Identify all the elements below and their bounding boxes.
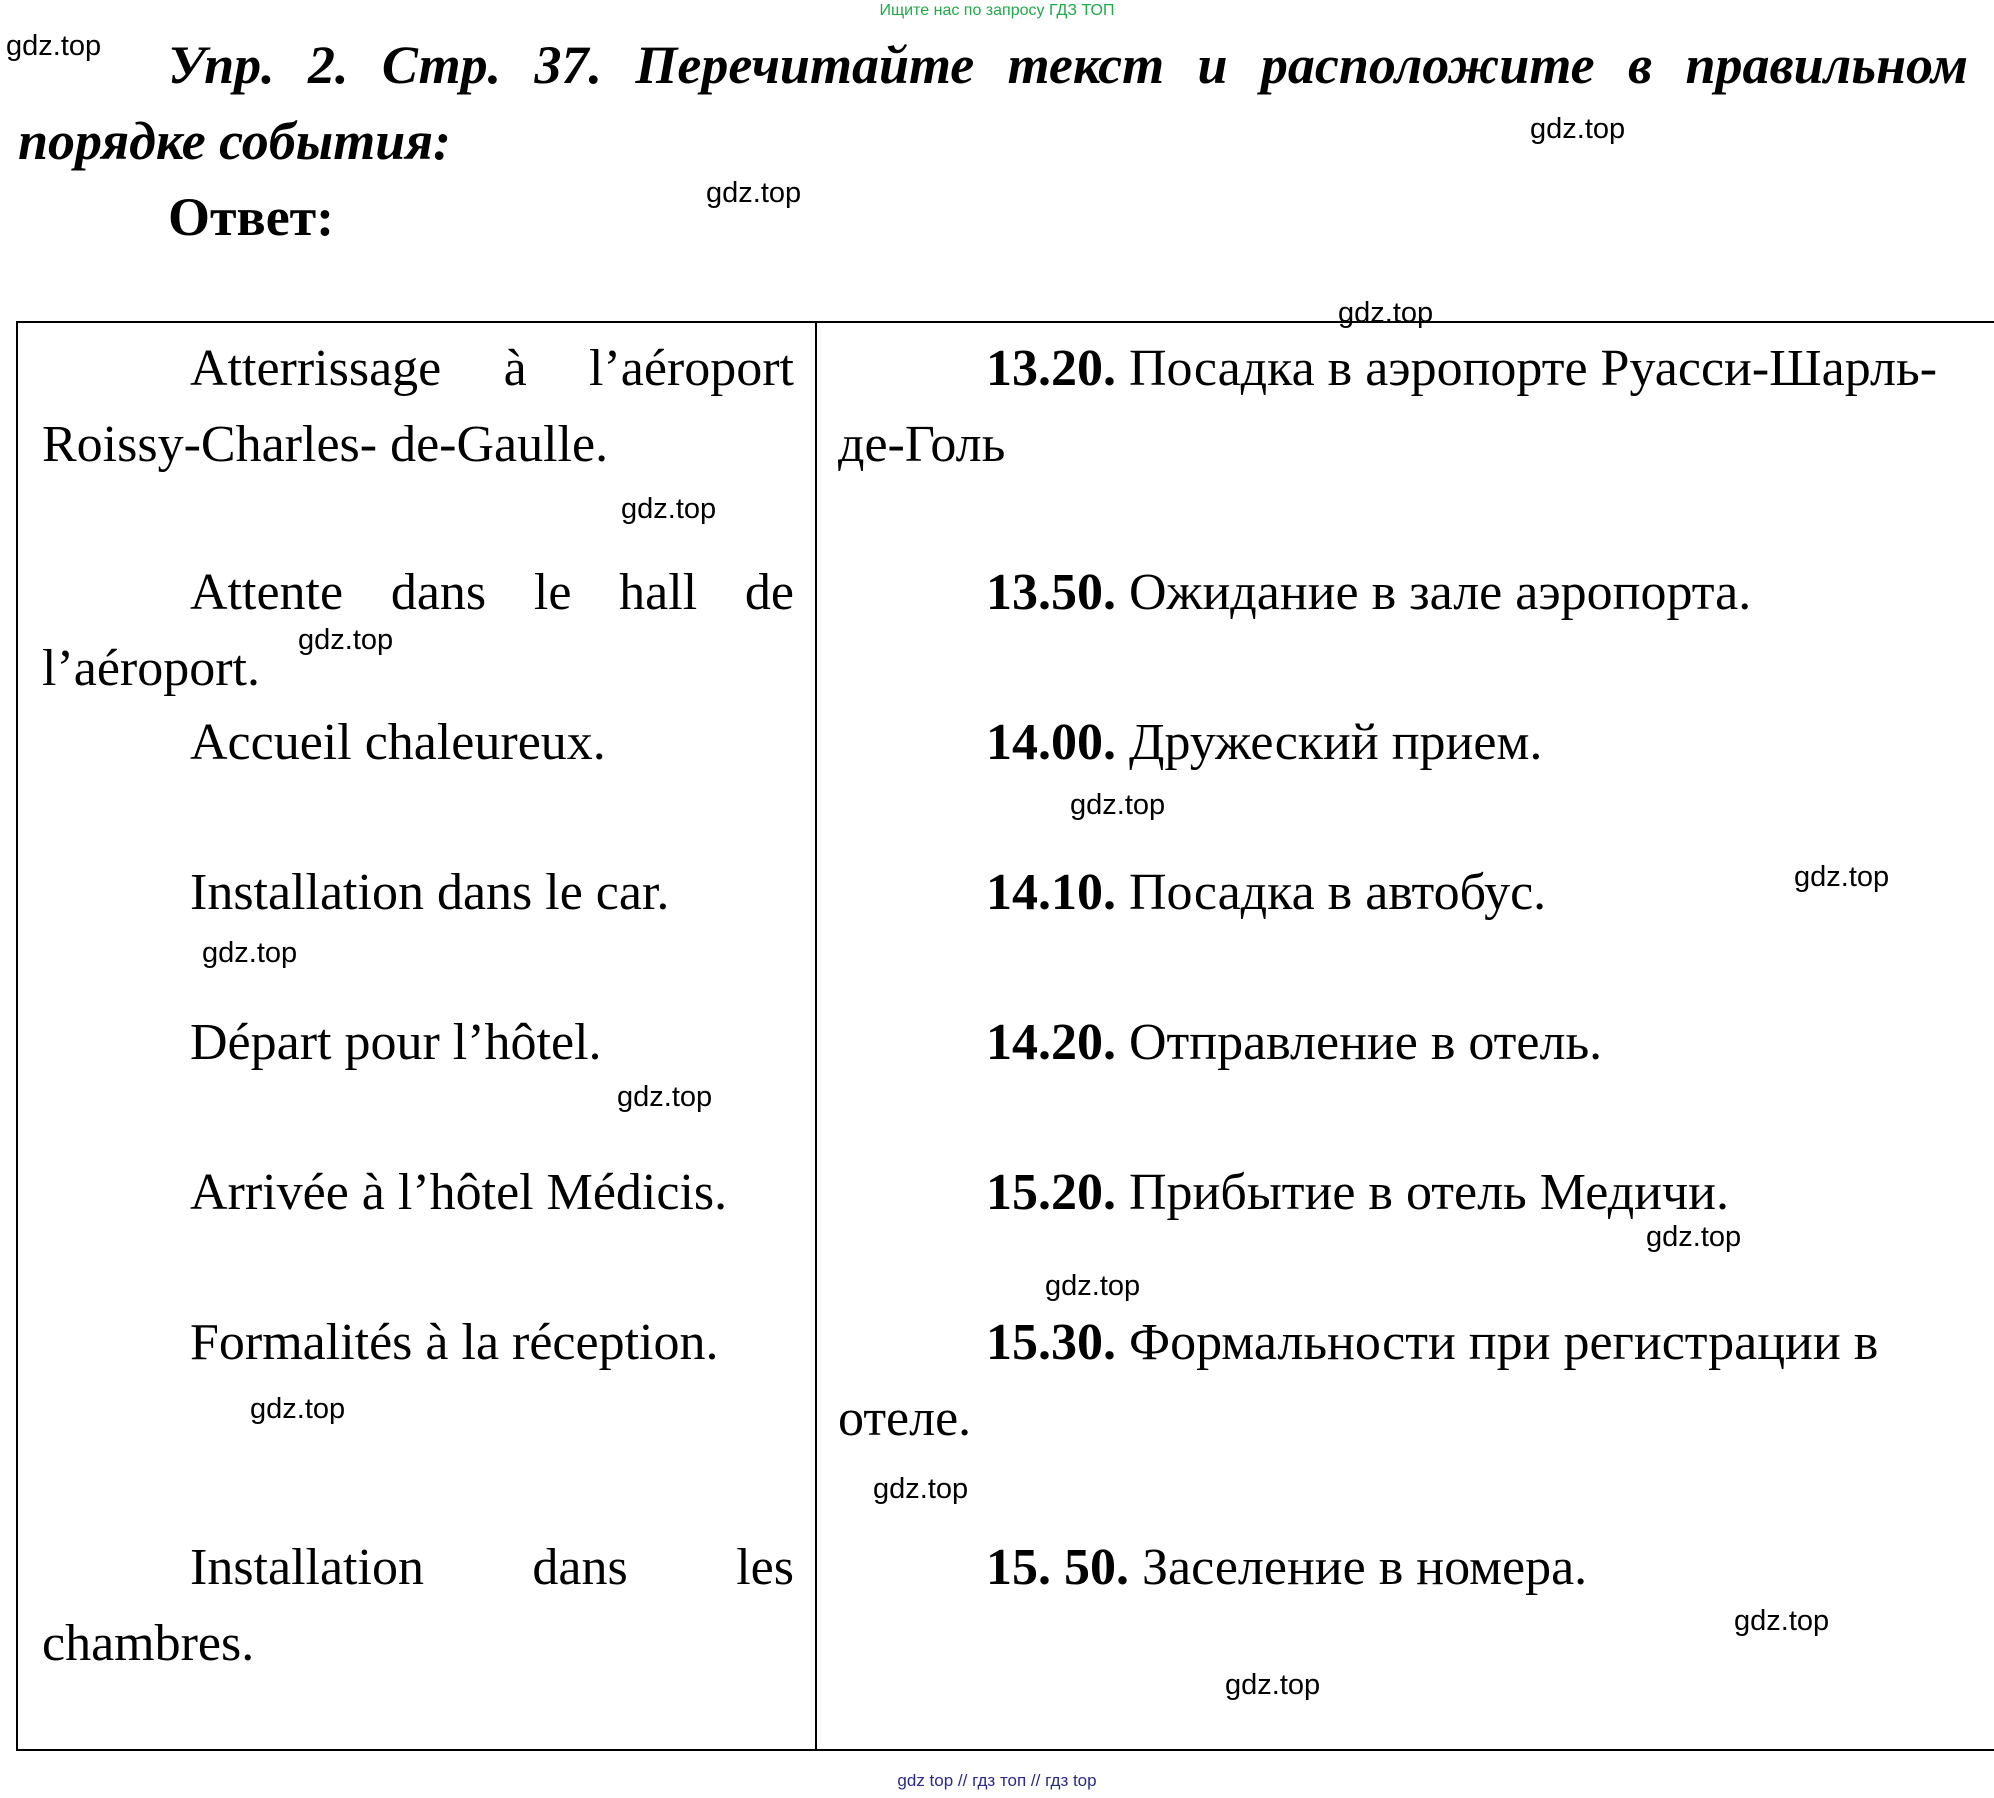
table-cell-ru	[838, 1005, 1958, 1081]
table-cell-fr: Accueil chaleureux.	[190, 714, 606, 771]
time-label: 14.10.	[986, 864, 1116, 921]
watermark: gdz.top	[202, 937, 298, 969]
table-cell-ru	[838, 1530, 1958, 1606]
watermark: gdz.top	[1794, 861, 1890, 893]
event-ru: Посадка в автобус.	[1129, 864, 1547, 921]
event-ru: Заселение в номера.	[1142, 1539, 1588, 1596]
column-divider	[815, 321, 817, 1751]
table-cell-ru	[838, 555, 1958, 631]
watermark: gdz.top	[1734, 1605, 1830, 1637]
table-cell-ru	[838, 705, 1958, 781]
time-label: 14.00.	[986, 714, 1116, 771]
time-label: 15.30.	[986, 1314, 1116, 1371]
event-ru: Дружеский прием.	[1129, 714, 1543, 771]
event-ru: Посадка в аэропорте Руасси-Шарль-де-Голь	[838, 340, 1938, 473]
watermark: gdz.top	[621, 493, 717, 525]
table-cell-ru	[838, 855, 1958, 931]
table-cell-fr: Arrivée à l’hôtel Médicis.	[190, 1164, 728, 1221]
time-label: 13.20.	[986, 340, 1116, 397]
watermark: gdz.top	[1530, 113, 1626, 145]
page-title-line2: порядке события:	[18, 111, 452, 171]
watermark: gdz.top	[617, 1081, 713, 1113]
watermark: gdz.top	[6, 30, 102, 62]
time-label: 15. 50.	[986, 1539, 1129, 1596]
table-cell-ru	[838, 331, 1958, 483]
table-cell-ru	[838, 1305, 1958, 1457]
event-ru: Прибытие в отель Медичи.	[1129, 1164, 1729, 1221]
table-cell-fr: Atterrissage à l’aéroport Roissy-Charles- de-Gaulle.	[42, 340, 794, 473]
watermark: gdz.top	[250, 1393, 346, 1425]
event-ru: Формальности при регистрации в отеле.	[838, 1314, 1879, 1447]
watermark: gdz.top	[1646, 1221, 1742, 1253]
watermark: gdz.top	[1225, 1669, 1321, 1701]
top-banner[interactable]: Ищите нас по запросу ГДЗ ТОП	[879, 2, 1115, 19]
event-ru: Ожидание в зале аэропорта.	[1129, 564, 1752, 621]
event-ru: Отправление в отель.	[1129, 1014, 1603, 1071]
time-label: 15.20.	[986, 1164, 1116, 1221]
table-cell-fr: Formalités à la réception.	[190, 1314, 719, 1371]
time-label: 14.20.	[986, 1014, 1116, 1071]
answer-label: Ответ:	[168, 187, 335, 247]
watermark: gdz.top	[1070, 789, 1166, 821]
watermark: gdz.top	[873, 1473, 969, 1505]
page-title-line1: Упр. 2. Стр. 37. Перечитайте текст и расположите в правильном	[168, 35, 1968, 95]
table-cell-fr: Installation dans les chambres.	[42, 1539, 794, 1672]
time-label: 13.50.	[986, 564, 1116, 621]
watermark: gdz.top	[1045, 1270, 1141, 1302]
watermark: gdz.top	[1338, 297, 1434, 329]
watermark: gdz.top	[298, 624, 394, 656]
table-cell-fr: Installation dans le car.	[190, 864, 670, 921]
table-cell-ru	[838, 1155, 1958, 1231]
watermark: gdz.top	[706, 177, 802, 209]
table-cell-fr: Départ pour l’hôtel.	[190, 1014, 602, 1071]
footer-links[interactable]: gdz top // гдз топ // гдз top	[897, 1771, 1097, 1790]
table-cell-fr: Attente dans le hall de l’aéroport.	[42, 564, 794, 697]
